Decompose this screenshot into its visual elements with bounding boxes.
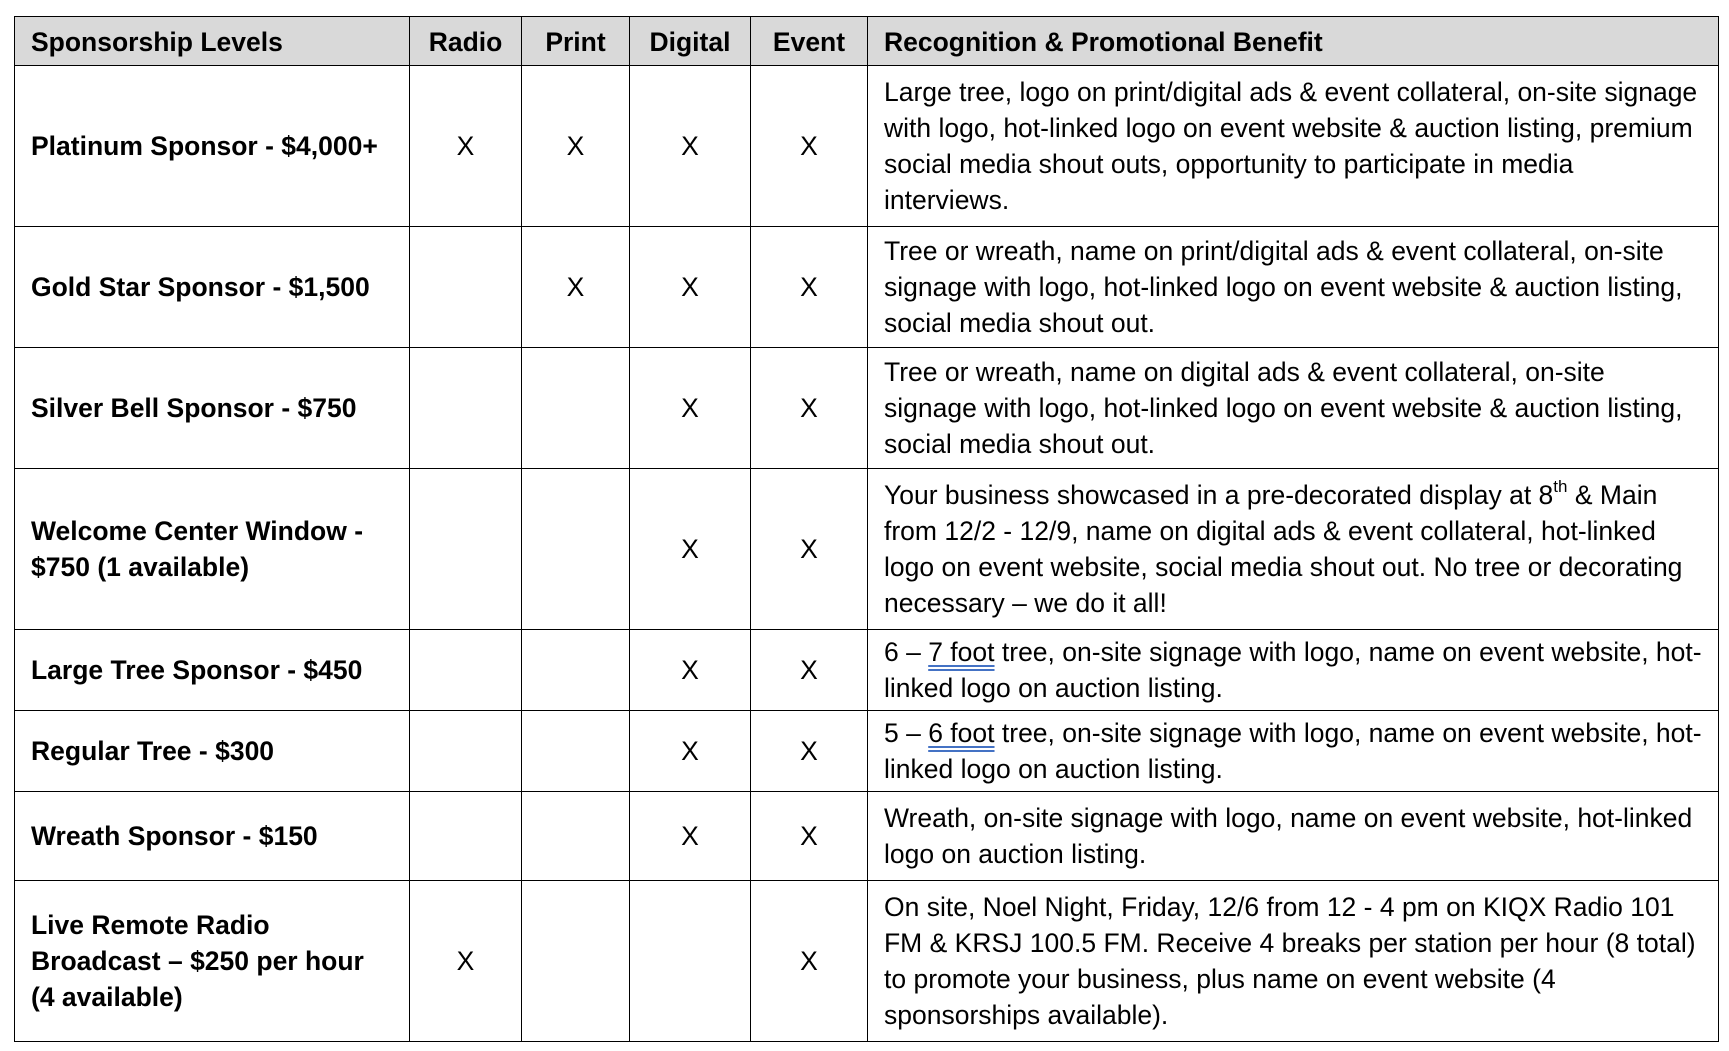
event-cell: X xyxy=(751,66,868,227)
benefit-text-start: 6 – xyxy=(884,637,929,667)
radio-cell xyxy=(410,630,522,711)
sponsorship-level-cell: Silver Bell Sponsor - $750 xyxy=(15,348,410,469)
benefit-text-end: tree, on-site signage with logo, name on event website, hot-linked logo on auction listing. xyxy=(884,718,1702,784)
benefit-cell: Tree or wreath, name on digital ads & event collateral, on-site signage with logo, hot-linked logo on event website & auction listing, social media shout out. xyxy=(868,348,1719,469)
print-cell xyxy=(522,792,630,881)
digital-cell: X xyxy=(630,630,751,711)
event-cell: X xyxy=(751,881,868,1042)
print-cell xyxy=(522,711,630,792)
radio-cell: X xyxy=(410,881,522,1042)
header-radio: Radio xyxy=(410,17,522,66)
sponsorship-level-cell: Live Remote Radio Broadcast – $250 per hour (4 available) xyxy=(15,881,410,1042)
radio-cell xyxy=(410,792,522,881)
header-event: Event xyxy=(751,17,868,66)
digital-cell: X xyxy=(630,227,751,348)
sponsorship-level-cell: Wreath Sponsor - $150 xyxy=(15,792,410,881)
benefit-cell xyxy=(868,711,1719,792)
sponsorship-level-cell: Gold Star Sponsor - $1,500 xyxy=(15,227,410,348)
tree-size-text: 6 foot xyxy=(928,718,995,748)
ordinal-suffix: th xyxy=(1553,477,1568,496)
benefit-cell xyxy=(868,469,1719,630)
event-cell: X xyxy=(751,711,868,792)
benefit-text-start: 5 – xyxy=(884,718,929,748)
benefit-text-end: tree, on-site signage with logo, name on event website, hot-linked logo on auction listing. xyxy=(884,637,1702,703)
print-cell xyxy=(522,630,630,711)
radio-cell xyxy=(410,227,522,348)
table-row xyxy=(15,630,1719,711)
table-row xyxy=(15,66,1719,227)
event-cell: X xyxy=(751,469,868,630)
print-cell xyxy=(522,881,630,1042)
sponsorship-level-cell: Regular Tree - $300 xyxy=(15,711,410,792)
radio-cell: X xyxy=(410,66,522,227)
digital-cell xyxy=(630,881,751,1042)
event-cell: X xyxy=(751,630,868,711)
print-cell: X xyxy=(522,227,630,348)
table-header-row xyxy=(15,17,1719,66)
digital-cell: X xyxy=(630,711,751,792)
event-cell: X xyxy=(751,792,868,881)
sponsorship-level-cell: Platinum Sponsor - $4,000+ xyxy=(15,66,410,227)
print-cell: X xyxy=(522,66,630,227)
sponsorship-level-cell: Large Tree Sponsor - $450 xyxy=(15,630,410,711)
sponsorship-level-cell: Welcome Center Window - $750 (1 available) xyxy=(15,469,410,630)
digital-cell: X xyxy=(630,469,751,630)
table-row xyxy=(15,792,1719,881)
table-row xyxy=(15,881,1719,1042)
event-cell: X xyxy=(751,227,868,348)
table-row xyxy=(15,469,1719,630)
table-row xyxy=(15,348,1719,469)
radio-cell xyxy=(410,469,522,630)
benefit-cell: Tree or wreath, name on print/digital ads & event collateral, on-site signage with logo, hot-linked logo on event website & auction listing, social media shout out. xyxy=(868,227,1719,348)
benefit-text-end: & Main from 12/2 - 12/9, name on digital ads & event collateral, hot-linked logo on event website, social media shout out. No tree or decorating necessary – we do it all! xyxy=(884,480,1683,618)
digital-cell: X xyxy=(630,792,751,881)
header-print: Print xyxy=(522,17,630,66)
digital-cell: X xyxy=(630,348,751,469)
event-cell: X xyxy=(751,348,868,469)
benefit-cell xyxy=(868,630,1719,711)
benefit-cell: Wreath, on-site signage with logo, name on event website, hot-linked logo on auction listing. xyxy=(868,792,1719,881)
table-row xyxy=(15,227,1719,348)
print-cell xyxy=(522,348,630,469)
print-cell xyxy=(522,469,630,630)
header-sponsorship-levels: Sponsorship Levels xyxy=(15,17,410,66)
benefit-text-start: Your business showcased in a pre-decorated display at 8 xyxy=(884,480,1554,510)
digital-cell: X xyxy=(630,66,751,227)
header-digital: Digital xyxy=(630,17,751,66)
radio-cell xyxy=(410,348,522,469)
radio-cell xyxy=(410,711,522,792)
benefit-cell: On site, Noel Night, Friday, 12/6 from 12 - 4 pm on KIQX Radio 101 FM & KRSJ 100.5 FM. Receive 4 breaks per station per hour (8 total) to promote your business, plus name on event website (4 sponsorships available). xyxy=(868,881,1719,1042)
sponsorship-table xyxy=(14,16,1719,1042)
benefit-cell: Large tree, logo on print/digital ads & event collateral, on-site signage with logo, hot-linked logo on event website & auction listing, premium social media shout outs, opportunity to participate in media interviews. xyxy=(868,66,1719,227)
tree-size-text: 7 foot xyxy=(928,637,995,667)
table-row xyxy=(15,711,1719,792)
header-benefit: Recognition & Promotional Benefit xyxy=(868,17,1719,66)
